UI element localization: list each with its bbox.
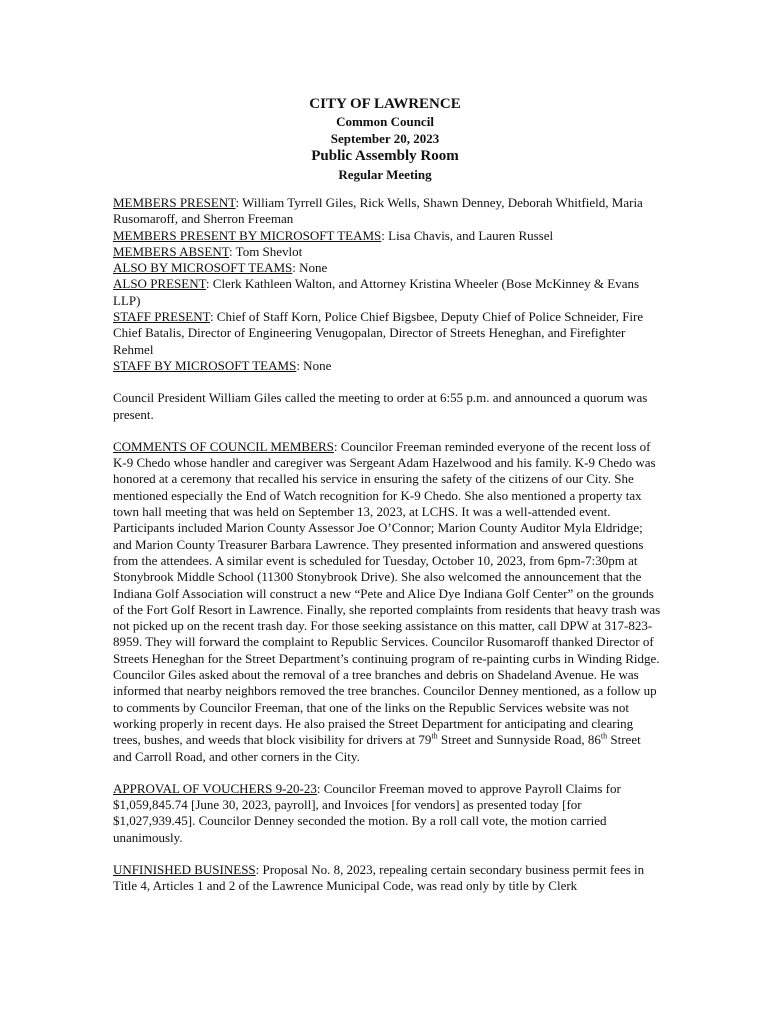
city-title: CITY OF LAWRENCE bbox=[309, 96, 461, 112]
members-present-text: : William Tyrrell Giles, Rick Wells, Shawn Denney, Deborah Whitfield, Maria Rusomaroff, and Sherron Freeman bbox=[113, 195, 643, 227]
meeting-type: Regular Meeting bbox=[338, 167, 432, 182]
comments-text-a: : Councilor Freeman reminded everyone of the recent loss of K-9 Chedo whose handler and caregiver was Sergeant Adam Hazelwood and his family. K-9 Chedo was honored at a ceremony that recalled his service in ensuring the safety of the citizens of our City. She mentioned especially the End of Watch recognition for K-9 Chedo. She also mentioned a property tax town hall meeting that was held on September 13, 2023, at LCHS. It was a well-attended event. Participants included Marion County Assessor Joe O’Connor; Marion County Auditor Myla Eldridge; and Marion County Treasurer Barbara Lawrence. They presented information and answered questions from the attendees. A similar event is scheduled for Tuesday, October 10, 2023, from 6pm-7:30pm at Stonybrook Middle School (11300 Stonybrook Drive). She also welcomed the announcement that the Indiana Golf Association will construct a new “Pete and Alice Dye Indiana Golf Center” on the grounds of the Fort Golf Resort in Lawrence. Finally, she reported complaints from residents that heavy trash was not picked up on the recent trash day. For those seeking assistance on this matter, call DPW at 317-823-8959. They will forward the complaint to Republic Services. Councilor Rusomaroff thanked Director of Streets Heneghan for the Street Department’s continuing program of re-painting curbs in Winding Ridge. Councilor Giles asked about the removal of a tree branches and debris on Shadeland Avenue. He was informed that nearby neighbors removed the tree branches. Councilor Denney mentioned, as a follow up to comments by Councilor Freeman, that one of the links on the Republic Services website was not working properly in recent days. He also praised the Street Department for anticipating and clearing trees, bushes, and weeds that block visibility for drivers at 79 bbox=[113, 438, 661, 748]
also-present-text: : Clerk Kathleen Walton, and Attorney Kristina Wheeler (Bose McKinney & Evans LLP) bbox=[113, 276, 640, 308]
members-present-label: MEMBERS PRESENT bbox=[113, 195, 236, 210]
members-absent-text: : Tom Shevlot bbox=[229, 243, 303, 259]
staff-present-label: STAFF PRESENT bbox=[113, 309, 210, 325]
document-body bbox=[113, 195, 661, 911]
comments-text-c: Street and Carroll Road, and other corners in the City. bbox=[113, 732, 641, 764]
meeting-room: Public Assembly Room bbox=[311, 148, 459, 164]
council-name: Common Council bbox=[336, 114, 434, 129]
also-teams-text: : None bbox=[292, 260, 328, 276]
staff-present-text: : Chief of Staff Korn, Police Chief Bigsbee, Deputy Chief of Police Schneider, Fire Chief Batalis, Director of Engineering Venugopalan, Director of Streets Heneghan, and Firefighter Rehmel bbox=[113, 309, 644, 357]
staff-teams-text: : None bbox=[296, 357, 332, 373]
document-header bbox=[0, 95, 770, 183]
ordinal-suffix: th bbox=[600, 731, 608, 741]
comments-text-b: Street and Sunnyside Road, 86 bbox=[437, 732, 601, 748]
vouchers-text: : Councilor Freeman moved to approve Payroll Claims for $1,059,845.74 [June 30, 2023, payroll], and Invoices [for vendors] as presented today [for $1,027,939.45]. Councilor Denney seconded the motion. By a roll call vote, the motion carried unanimously. bbox=[113, 780, 621, 845]
members-teams-label: MEMBERS PRESENT BY MICROSOFT TEAMS bbox=[113, 227, 382, 243]
meeting-date: September 20, 2023 bbox=[330, 131, 440, 146]
members-absent-label: MEMBERS ABSENT bbox=[113, 243, 230, 259]
vouchers-paragraph bbox=[113, 781, 661, 846]
comments-label: COMMENTS OF COUNCIL MEMBERS bbox=[113, 438, 334, 454]
unfinished-business-label: UNFINISHED BUSINESS bbox=[113, 861, 256, 877]
attendance-section bbox=[113, 195, 661, 374]
unfinished-business-paragraph bbox=[113, 862, 661, 895]
call-to-order-paragraph: Council President William Giles called the meeting to order at 6:55 p.m. and announced a quorum was present. bbox=[113, 390, 648, 422]
ordinal-suffix: th bbox=[431, 731, 438, 741]
also-present-label: ALSO PRESENT bbox=[113, 276, 206, 292]
also-teams-label: ALSO BY MICROSOFT TEAMS bbox=[113, 260, 293, 276]
unfinished-business-text: : Proposal No. 8, 2023, repealing certain secondary business permit fees in Title 4, Articles 1 and 2 of the Lawrence Municipal Code, was read only by title by Clerk bbox=[113, 861, 645, 894]
staff-teams-label: STAFF BY MICROSOFT TEAMS bbox=[113, 357, 297, 373]
comments-paragraph bbox=[113, 439, 661, 765]
members-teams-text: : Lisa Chavis, and Lauren Russel bbox=[381, 227, 554, 243]
vouchers-label: APPROVAL OF VOUCHERS 9-20-23 bbox=[113, 780, 317, 796]
